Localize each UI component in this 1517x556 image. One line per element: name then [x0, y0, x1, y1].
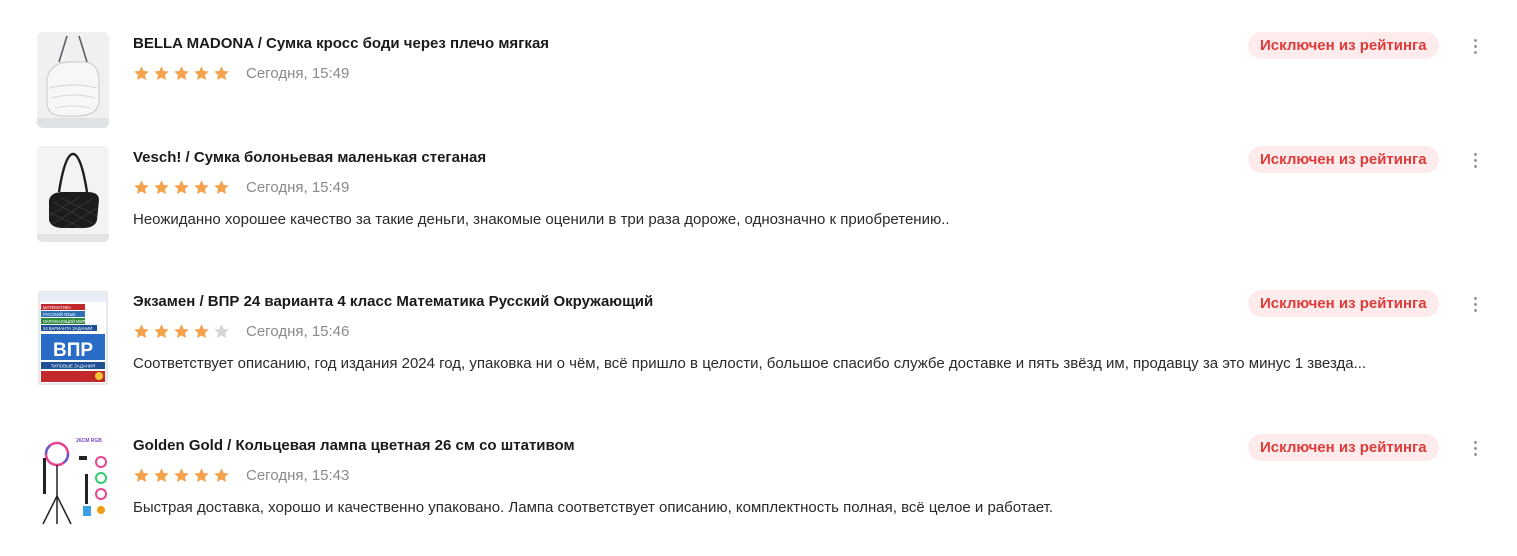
review-meta: [133, 176, 349, 198]
star-icon: [193, 323, 210, 340]
product-title[interactable]: BELLA MADONA / Сумка кросс боди через плечо мягкая: [133, 35, 550, 52]
status-badge: Исключен из рейтинга: [1248, 434, 1439, 461]
review-item: [0, 32, 1517, 142]
star-icon: [173, 179, 190, 196]
star-icon: [193, 65, 210, 82]
star-icon: [133, 323, 150, 340]
rating-stars: [133, 65, 230, 82]
status-badge: Исключен из рейтинга: [1248, 290, 1439, 317]
star-icon: [153, 467, 170, 484]
star-icon: [173, 323, 190, 340]
book-cover-image: [37, 290, 109, 386]
product-thumbnail[interactable]: [37, 290, 109, 386]
review-meta: [133, 320, 349, 342]
rating-stars: [133, 179, 230, 196]
review-date: Сегодня, 15:46: [246, 322, 350, 340]
product-thumbnail[interactable]: [37, 32, 109, 128]
star-icon: [193, 179, 210, 196]
review-text: Соответствует описанию, год издания 2024 год, упаковка ни о чём, всё пришло в целости, большое спасибо службе доставке и пять звёзд им, продавцу за это минус 1 звезда...: [133, 355, 1367, 372]
star-icon: [133, 467, 150, 484]
review-date: Сегодня, 15:49: [246, 178, 350, 196]
review-meta: [133, 62, 349, 84]
book-subtitle: ТИПОВЫЕ ЗАДАНИЯ: [50, 363, 96, 369]
more-vertical-icon[interactable]: [1467, 293, 1483, 315]
review-text: Быстрая доставка, хорошо и качественно упаковано. Лампа соответствует описанию, комплектность полная, всё целое и работает.: [133, 499, 1054, 516]
star-icon: [173, 65, 190, 82]
book-big-title: ВПР: [52, 340, 94, 361]
ring-lamp-image: [37, 434, 109, 530]
star-icon: [213, 467, 230, 484]
status-badge: Исключен из рейтинга: [1248, 146, 1439, 173]
handbag-image: [37, 32, 109, 128]
star-icon: [133, 65, 150, 82]
product-thumbnail[interactable]: [37, 434, 109, 530]
review-date: Сегодня, 15:43: [246, 466, 350, 484]
star-icon: [213, 179, 230, 196]
book-line: 24 ВАРИАНТА ЗАДАНИЙ: [43, 326, 93, 331]
handbag-image: [37, 146, 109, 242]
product-title[interactable]: Golden Gold / Кольцевая лампа цветная 26 см со штативом: [133, 437, 575, 454]
review-item: [0, 290, 1517, 400]
book-line: МАТЕМАТИКА: [43, 305, 72, 310]
star-icon: [133, 179, 150, 196]
rating-stars: [133, 467, 230, 484]
book-line: ОКРУЖАЮЩИЙ МИР: [43, 319, 86, 324]
more-vertical-icon[interactable]: [1467, 437, 1483, 459]
book-line: РУССКИЙ ЯЗЫК: [43, 312, 76, 317]
status-badge: Исключен из рейтинга: [1248, 32, 1439, 59]
product-title[interactable]: Vesch! / Сумка болоньевая маленькая стеганая: [133, 149, 487, 166]
rating-stars: [133, 323, 230, 340]
star-icon: [153, 323, 170, 340]
review-meta: [133, 464, 349, 486]
product-title[interactable]: Экзамен / ВПР 24 варианта 4 класс Математика Русский Окружающий: [133, 293, 654, 310]
star-icon: [213, 323, 230, 340]
star-icon: [173, 467, 190, 484]
more-vertical-icon[interactable]: [1467, 149, 1483, 171]
review-item: [0, 146, 1517, 256]
product-thumbnail[interactable]: [37, 146, 109, 242]
more-vertical-icon[interactable]: [1467, 35, 1483, 57]
star-icon: [153, 65, 170, 82]
review-text: Неожиданно хорошее качество за такие деньги, знакомые оценили в три раза дороже, однозначно к приобретению..: [133, 211, 950, 228]
lamp-label: 26CM RGB: [76, 438, 102, 444]
review-item: [0, 434, 1517, 544]
star-icon: [153, 179, 170, 196]
star-icon: [193, 467, 210, 484]
star-icon: [213, 65, 230, 82]
review-date: Сегодня, 15:49: [246, 64, 350, 82]
